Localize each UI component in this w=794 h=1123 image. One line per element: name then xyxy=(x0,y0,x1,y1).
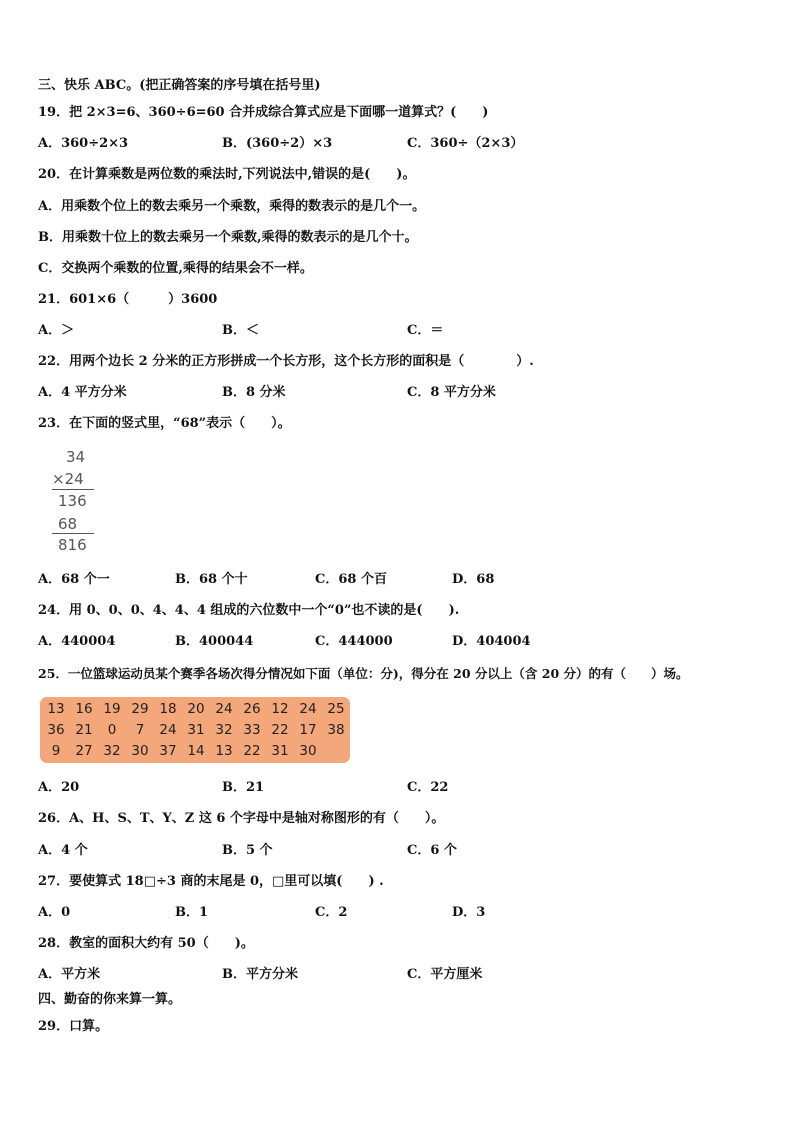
q25-option-c[interactable]: C．22 xyxy=(407,780,449,795)
score-cell: 22 xyxy=(243,743,261,759)
score-cell: 32 xyxy=(103,743,121,759)
q20-text: 20．在计算乘数是两位数的乘法时,下列说法中,错误的是( )。 xyxy=(38,167,416,182)
q23-option-d[interactable]: D．68 xyxy=(452,572,495,587)
q20-option-b[interactable]: B．用乘数十位上的数去乘另一个乘数,乘得的数表示的是几个十。 xyxy=(38,230,418,245)
q23-option-b[interactable]: B．68 个十 xyxy=(175,572,248,587)
q19-option-c[interactable]: C．360÷（2×3） xyxy=(407,136,524,151)
score-cell: 13 xyxy=(47,701,65,717)
q26-option-a[interactable]: A．4 个 xyxy=(38,843,88,858)
score-cell: 24 xyxy=(299,701,317,717)
q26-text: 26．A、H、S、T、Y、Z 这 6 个字母中是轴对称图形的有（ ）。 xyxy=(38,811,445,826)
q22-text: 22．用两个边长 2 分米的正方形拼成一个长方形，这个长方形的面积是（ ）. xyxy=(38,354,534,369)
q23-option-c[interactable]: C．68 个百 xyxy=(315,572,387,587)
q22-option-c[interactable]: C．8 平方分米 xyxy=(407,385,496,400)
q28-option-b[interactable]: B．平方分米 xyxy=(222,967,298,982)
score-cell: 26 xyxy=(243,701,261,717)
score-table xyxy=(40,697,350,763)
score-cell: 30 xyxy=(299,743,317,759)
q24-text: 24．用 0、0、0、4、4、4 组成的六位数中一个“0”也不读的是( ). xyxy=(38,603,460,618)
q21-option-a[interactable]: A．＞ xyxy=(38,323,75,338)
q28-text: 28．教室的面积大约有 50（ )。 xyxy=(38,936,254,951)
q25-text: 25．一位篮球运动员某个赛季各场次得分情况如下面（单位：分)，得分在 20 分以上（含 20 分）的有（ ）场。 xyxy=(38,666,689,681)
score-cell: 32 xyxy=(215,722,233,738)
score-cell: 14 xyxy=(187,743,205,759)
score-cell: 27 xyxy=(75,743,93,759)
vm-rule-1 xyxy=(52,489,94,490)
q20-option-a[interactable]: A．用乘数个位上的数去乘另一个乘数，乘得的数表示的是几个一。 xyxy=(38,199,426,214)
score-cell: 19 xyxy=(103,701,121,717)
q25-option-a[interactable]: A．20 xyxy=(38,780,80,795)
q27-option-b[interactable]: B．1 xyxy=(175,905,209,920)
score-cell: 16 xyxy=(75,701,93,717)
q22-option-b[interactable]: B．8 分米 xyxy=(222,385,286,400)
q23-text: 23．在下面的竖式里，“68”表示（ ）。 xyxy=(38,416,291,431)
q19-option-a[interactable]: A．360÷2×3 xyxy=(38,136,129,151)
score-cell: 24 xyxy=(159,722,177,738)
score-cell: 17 xyxy=(299,722,317,738)
q24-option-d[interactable]: D．404004 xyxy=(452,634,531,649)
q19-option-b[interactable]: B．(360÷2）×3 xyxy=(222,136,333,151)
q24-option-a[interactable]: A．440004 xyxy=(38,634,116,649)
score-cell: 31 xyxy=(271,743,289,759)
score-cell: 30 xyxy=(131,743,149,759)
q26-option-c[interactable]: C．6 个 xyxy=(407,843,457,858)
score-cell: 24 xyxy=(215,701,233,717)
section4-title: 四、勤奋的你来算一算。 xyxy=(38,992,182,1007)
q22-option-a[interactable]: A．4 平方分米 xyxy=(38,385,127,400)
score-cell: 31 xyxy=(187,722,205,738)
q27-text: 27．要使算式 18□÷3 商的末尾是 0，□里可以填( ) . xyxy=(38,874,384,889)
q21-text: 21．601×6（ ）3600 xyxy=(38,292,218,307)
q19-text: 19．把 2×3=6、360÷6=60 合并成综合算式应是下面哪一道算式？( ) xyxy=(38,105,489,120)
score-cell: 9 xyxy=(51,743,61,759)
vm-multiplicand: 34 xyxy=(66,448,86,466)
q28-option-a[interactable]: A．平方米 xyxy=(38,967,101,982)
vm-partial-1: 136 xyxy=(58,492,87,510)
q26-option-b[interactable]: B．5 个 xyxy=(222,843,273,858)
q27-option-a[interactable]: A．0 xyxy=(38,905,71,920)
score-cell: 12 xyxy=(271,701,289,717)
score-cell: 37 xyxy=(159,743,177,759)
vm-product: 816 xyxy=(58,536,87,554)
score-cell: 36 xyxy=(47,722,65,738)
vm-multiplier: ×24 xyxy=(52,470,84,488)
score-cell: 13 xyxy=(215,743,233,759)
q29-text: 29．口算。 xyxy=(38,1019,109,1034)
score-cell: 22 xyxy=(271,722,289,738)
score-cell: 21 xyxy=(75,722,93,738)
q27-option-c[interactable]: C．2 xyxy=(315,905,348,920)
score-cell: 38 xyxy=(327,722,345,738)
q21-option-c[interactable]: C．＝ xyxy=(407,323,444,338)
q21-option-b[interactable]: B．＜ xyxy=(222,323,259,338)
vm-partial-2: 68 xyxy=(58,515,78,533)
score-cell: 7 xyxy=(135,722,145,738)
q23-option-a[interactable]: A．68 个一 xyxy=(38,572,110,587)
q24-option-b[interactable]: B．400044 xyxy=(175,634,254,649)
section3-title: 三、快乐 ABC。(把正确答案的序号填在括号里) xyxy=(38,78,321,93)
q25-option-b[interactable]: B．21 xyxy=(222,780,265,795)
q27-option-d[interactable]: D．3 xyxy=(452,905,486,920)
vm-rule-2 xyxy=(52,533,94,534)
q28-option-c[interactable]: C．平方厘米 xyxy=(407,967,483,982)
score-cell: 18 xyxy=(159,701,177,717)
q24-option-c[interactable]: C．444000 xyxy=(315,634,393,649)
q20-option-c[interactable]: C．交换两个乘数的位置,乘得的结果会不一样。 xyxy=(38,261,313,276)
score-cell: 0 xyxy=(107,722,117,738)
score-cell: 33 xyxy=(243,722,261,738)
score-cell: 29 xyxy=(131,701,149,717)
score-cell: 25 xyxy=(327,701,345,717)
score-cell: 20 xyxy=(187,701,205,717)
